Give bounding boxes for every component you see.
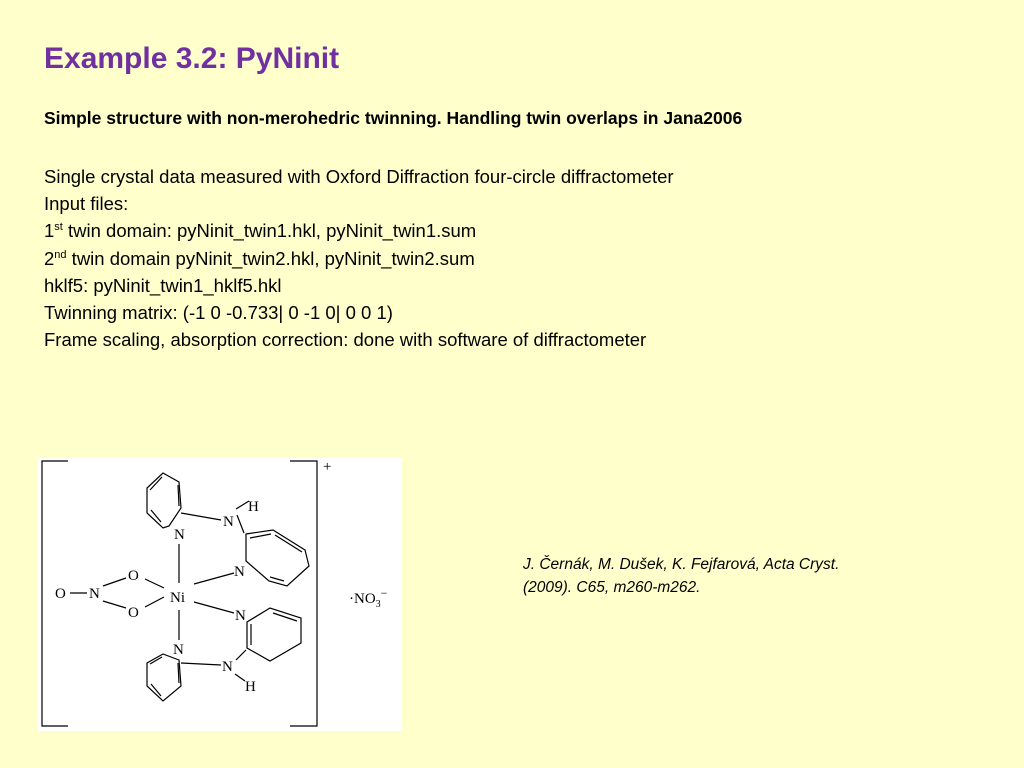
top-amine-nitrogen: N — [223, 514, 234, 530]
terminal-oxygen: O — [55, 586, 66, 602]
slide-body — [44, 163, 674, 353]
twinning-matrix-line: Twinning matrix: (-1 0 -0.733| 0 -1 0| 0 0 1) — [44, 302, 393, 324]
bottom-ring-nitrogen: N — [173, 642, 184, 658]
nitrite-nitrogen: N — [89, 586, 100, 602]
hklf5-line: hklf5: pyNinit_twin1_hklf5.hkl — [44, 274, 282, 296]
nitrate-formula: ·NO — [349, 591, 376, 607]
twin1-number: 1 — [44, 220, 55, 242]
slide-title: Example 3.2: PyNinit — [44, 42, 340, 75]
twin1-text: twin domain: pyNinit_twin1.hkl, pyNinit_twin1.sum — [62, 220, 477, 242]
complex-charge: + — [323, 459, 332, 475]
twin1-line — [44, 217, 674, 244]
twin2-text: twin domain pyNinit_twin2.hkl, pyNinit_twin2.sum — [66, 247, 475, 269]
input-files-line: Input files: — [44, 193, 129, 215]
right-bracket — [290, 461, 317, 726]
literature-reference — [523, 553, 839, 599]
twin2-ordinal: nd — [54, 248, 67, 261]
reference-authors-line: J. Černák, M. Dušek, K. Fejfarová, Acta Cryst. — [523, 556, 840, 573]
frame-scaling-line: Frame scaling, absorption correction: done with software of diffractometer — [44, 329, 647, 351]
structure-figure — [37, 458, 402, 731]
nitrate-charge: − — [380, 586, 388, 600]
bottom-amine-nitrogen: N — [222, 659, 233, 675]
lower-oxygen: O — [128, 605, 139, 621]
structure-diagram — [37, 458, 402, 731]
twin2-number: 2 — [44, 247, 55, 269]
twin2-line — [44, 245, 674, 272]
top-amine-hydrogen: H — [248, 499, 259, 515]
lower-right-pyridine-ring — [247, 608, 301, 661]
upper-oxygen: O — [128, 568, 139, 584]
top-ring-nitrogen: N — [174, 527, 185, 543]
reference-citation-line: (2009). C65, m260-m262. — [523, 579, 701, 596]
upper-right-ring-nitrogen: N — [234, 564, 245, 580]
top-pyridine-ring — [147, 473, 181, 528]
nitrate-counterion — [349, 586, 388, 610]
bottom-amine-hydrogen: H — [245, 679, 256, 695]
bottom-pyridine-ring — [147, 654, 181, 701]
nitrate-subscript: 3 — [375, 599, 381, 610]
slide-subtitle: Simple structure with non-merohedric twinning. Handling twin overlaps in Jana2006 — [44, 108, 743, 128]
nickel-label: Ni — [170, 590, 185, 606]
lower-right-ring-nitrogen: N — [235, 608, 246, 624]
twin1-ordinal: st — [54, 221, 63, 234]
upper-right-pyridine-ring — [246, 530, 309, 586]
measurement-line: Single crystal data measured with Oxford Diffraction four-circle diffractometer — [44, 166, 674, 187]
